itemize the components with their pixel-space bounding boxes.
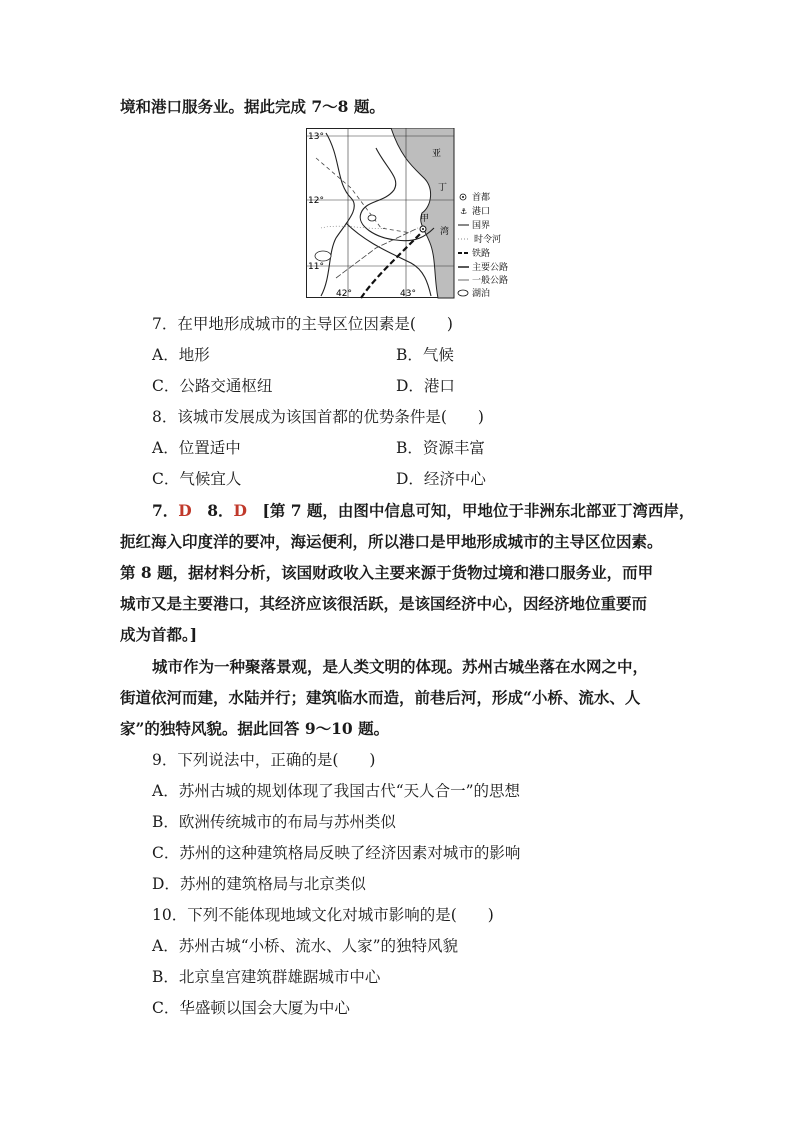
legend-main-road: 主要公路 (472, 263, 509, 273)
answer-explanation-2: 扼红海入印度洋的要冲，海运便利，所以港口是甲地形成城市的主导区位因素。 (120, 532, 663, 551)
lat-label-12: 12° (308, 196, 324, 206)
q7-option-b: B．气候 (396, 346, 454, 364)
answer-explanation-5: 成为首都。] (120, 625, 198, 644)
answer-8-value: D (233, 501, 247, 520)
q10-option-a: A．苏州古城“小桥、流水、人家”的独特风貌 (152, 937, 459, 955)
q9-option-c: C．苏州的这种建筑格局反映了经济因素对城市的影响 (152, 844, 521, 862)
q10-stem: 10．下列不能体现地域文化对城市影响的是( ) (152, 906, 494, 924)
sea-label-ding: 丁 (438, 183, 448, 193)
q9-option-a: A．苏州古城的规划体现了我国古代“天人合一”的思想 (152, 782, 521, 800)
q10-option-b: B．北京皇宫建筑群雄踞城市中心 (152, 968, 381, 986)
q8-option-d: D．经济中心 (396, 470, 486, 488)
legend-railway: 铁路 (472, 249, 491, 259)
q7-option-d: D．港口 (396, 377, 455, 395)
answer-explanation-1: [第 7 题，由图中信息可知，甲地位于非洲东北部亚丁湾西岸， (247, 501, 695, 520)
legend-road: 一般公路 (472, 276, 509, 286)
q9-option-b: B．欧洲传统城市的布局与苏州类似 (152, 813, 396, 831)
legend-lake: 湖泊 (472, 289, 491, 299)
q9-option-d: D．苏州的建筑格局与北京类似 (152, 875, 366, 893)
legend-port: 港口 (472, 207, 491, 217)
lon-label-43: 43° (400, 289, 416, 299)
answer-78-line1 (152, 501, 694, 521)
legend-capital: 首都 (472, 193, 491, 203)
lat-label-11: 11° (308, 262, 324, 272)
lon-label-42: 42° (336, 289, 352, 299)
sea-label-ya: 亚 (432, 149, 442, 159)
q7-stem: 7．在甲地形成城市的主导区位因素是( ) (152, 315, 453, 333)
q8-option-a: A．位置适中 (152, 439, 241, 457)
lake-2 (368, 215, 376, 221)
sea-label-wan: 湾 (440, 227, 450, 237)
answer-explanation-4: 城市又是主要港口，其经济应该很活跃，是该国经济中心，因经济地位重要而 (120, 594, 648, 613)
lake-1 (315, 251, 331, 261)
lake-legend-icon (458, 290, 468, 296)
passage-intro-tail: 境和港口服务业。据此完成 7～8 题。 (120, 97, 385, 116)
anchor-legend-icon: ⚓ (460, 207, 468, 216)
q10-option-c: C．华盛顿以国会大厦为中心 (152, 999, 350, 1017)
answer-7-value: D (178, 501, 192, 520)
legend-river: 时令河 (474, 235, 502, 245)
q8-option-c: C．气候宜人 (152, 470, 242, 488)
answer-8-prefix: 8． (191, 501, 234, 520)
q8-option-b: B．资源丰富 (396, 439, 485, 457)
map-figure (306, 128, 532, 300)
city-label-jia: 甲 (420, 214, 430, 224)
q9-stem: 9．下列说法中，正确的是( ) (152, 751, 376, 769)
answer-explanation-3: 第 8 题，据材料分析，该国财政收入主要来源于货物过境和港口服务业，而甲 (120, 563, 654, 582)
passage2-line1: 城市作为一种聚落景观，是人类文明的体现。苏州古城坐落在水网之中， (152, 657, 649, 676)
q7-option-a: A．地形 (152, 346, 210, 364)
map-legend (458, 191, 508, 299)
passage2-line3: 家”的独特风貌。据此回答 9～10 题。 (120, 719, 390, 738)
q7-option-c: C．公路交通枢纽 (152, 377, 273, 395)
legend-border: 国界 (472, 221, 491, 231)
q8-stem: 8．该城市发展成为该国首都的优势条件是( ) (152, 408, 484, 426)
answer-7-prefix: 7． (152, 501, 179, 520)
lat-label-13: 13° (308, 132, 324, 142)
passage2-line2: 街道依河而建，水陆并行；建筑临水而造，前巷后河，形成“小桥、流水、人 (120, 688, 641, 707)
